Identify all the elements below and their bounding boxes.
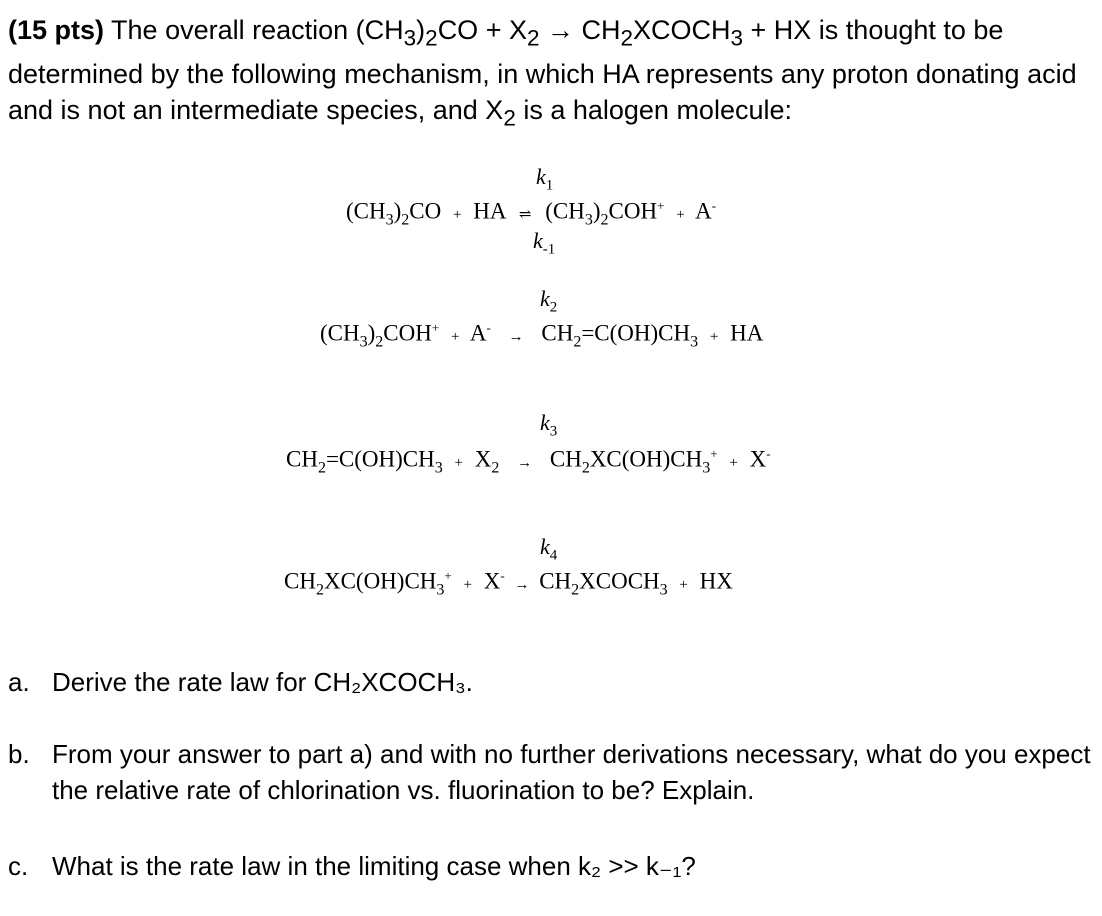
subscript: 2 <box>526 25 540 51</box>
reactant: CH <box>286 446 318 472</box>
reagent: X <box>474 446 492 472</box>
intro-text: + HX is thought to be determined by the following mechanism, in which HA represents any proton donating acid and is not an intermediate species, and X <box>8 15 1077 126</box>
plus-sign: + <box>679 576 688 593</box>
question-text: What is the rate law in the limiting case when k₂ >> k₋₁? <box>52 851 696 881</box>
plus-sign: + <box>450 328 460 345</box>
problem-statement <box>8 12 1088 137</box>
reactant: (CH <box>346 198 386 224</box>
plus-sign: + <box>463 576 472 593</box>
plus-sign: + <box>676 206 685 223</box>
intro-text: → CH <box>539 15 621 45</box>
subscript: 2 <box>425 25 438 51</box>
product: CH <box>549 446 582 472</box>
product: CH <box>539 568 572 594</box>
equilibrium-arrow: ⇌ <box>518 206 532 223</box>
subscript: 2 <box>620 25 633 51</box>
rate-constant-k1: $k_1$ <box>536 164 554 194</box>
reaction-arrow: → <box>508 328 524 345</box>
mechanism-step-3: $k_3$ $CH_2=C(OH)CH_3 + X_2 \to CH_2XC(OH)CH_3^+ + X^-$ <box>286 410 771 477</box>
product: HX <box>699 568 733 594</box>
reaction-arrow: → <box>514 576 530 593</box>
plus-sign: + <box>729 454 738 471</box>
mechanism-step-2: $k_2$ $(CH_3)_2COH^+ + A^- \to CH_2=C(OH)CH_3$ + HA <box>320 286 764 351</box>
product: (CH <box>545 198 585 224</box>
question-c <box>8 848 1098 888</box>
question-text: Derive the rate law for CH₂XCOCH₃. <box>52 667 473 697</box>
product: X <box>749 446 767 472</box>
reactant: (CH <box>320 320 360 346</box>
question-text: From your answer to part a) and with no further derivations necessary, what do you expect the relative rate of chlorination vs. fluorination to be? Explain. <box>52 739 1091 805</box>
intro-text: is a halogen molecule: <box>515 95 792 126</box>
mechanism-step-4: $k_4$ $CH_2XC(OH)CH_3^+ + X^-$ → $CH_2XCOCH_3$ + HX <box>284 534 733 599</box>
question-b <box>8 736 1098 816</box>
question-a <box>8 664 1098 704</box>
rate-constant-k3: $k_3$ <box>540 410 558 440</box>
question-label: a. <box>8 667 30 697</box>
intro-text: CO + X <box>437 15 527 45</box>
subscript: 2 <box>503 105 516 131</box>
reagent: HA <box>473 198 506 224</box>
rate-constant-k-1: $k_{-1}$ <box>533 228 556 258</box>
intro-text: ) <box>416 15 426 45</box>
intro-text: XCOCH <box>633 15 731 45</box>
reactant: CH <box>284 568 316 594</box>
points-label: (15 pts) <box>8 15 105 45</box>
reagent: A <box>469 320 487 346</box>
product: HA <box>730 320 764 346</box>
plus-sign: + <box>454 454 463 471</box>
rate-constant-k4: $k_4$ <box>540 534 558 564</box>
question-label: b. <box>8 739 30 769</box>
plus-sign: + <box>453 206 462 223</box>
question-label: c. <box>8 851 29 881</box>
reagent: X <box>483 568 501 594</box>
plus-sign: + <box>709 328 719 345</box>
subscript: 3 <box>730 25 744 51</box>
product: A <box>695 198 712 224</box>
mechanism-step-1: $k_1$ $(CH_3)_2CO$ + HA ⇌ $(CH_3)_2COH^+ + A^-$ $k_{-1}$ <box>346 164 717 258</box>
subscript: 3 <box>403 25 417 51</box>
reaction-arrow: → <box>517 454 533 471</box>
intro-text: The overall reaction (CH <box>104 15 404 45</box>
rate-constant-k2: $k_2$ <box>540 286 558 316</box>
product: CH <box>541 320 574 346</box>
